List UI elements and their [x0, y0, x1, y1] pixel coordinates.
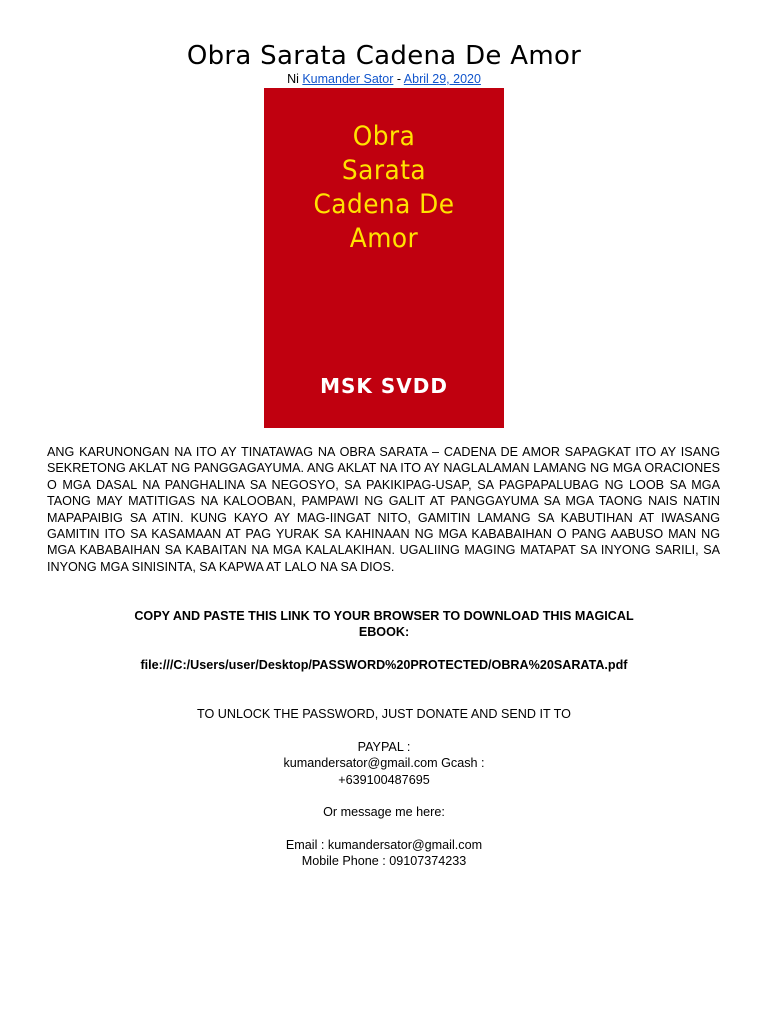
book-cover-image [264, 88, 504, 428]
cover-title-line: Cadena De [313, 189, 455, 220]
description-paragraph: ANG KARUNONGAN NA ITO AY TINATAWAG NA OBRA SARATA – CADENA DE AMOR SAPAGKAT ITO AY ISANG SEKRETONG AKLAT NG PANGGAGAYUMA. ANG AKLAT NA ITO AY NAGLALAMAN LAMANG NG MGA ORACIONES O MGA DASAL NA PANGHALINA SA NEGOSYO, SA PAKIKIPAG-USAP, SA PAGPAPALUBAG NG LOOB SA MGA TAONG MAY MATITIGAS NA KALOOBAN, PAMPAWI NG GALIT AT PANGGAYUMA SA MGA TAONG NAIS NATIN MAPAPAIBIG SA ATIN. KUNG KAYO AY MAG-IINGAT NITO, GAMITIN LAMANG SA KABUTIHAN AT IWASANG GAMITIN ITO SA KASAMAAN AT PAG YURAK SA KAHINAAN NG MGA KABABAIHAN O PANG AABUSO MAN NG MGA KABABAIHAN SA KABAITAN NA MGA KALALAKIHAN. UGALIING MAGING MATAPAT SA INYONG SARILI, SA INYONG MGA SINISINTA, SA KAPWA AT LALO NA SA DIOS. [47, 445, 720, 574]
message-me-text: Or message me here: [323, 805, 445, 819]
gcash-number: +639100487695 [338, 772, 430, 787]
cover-author: MSK SVDD [320, 374, 448, 398]
byline-prefix: Ni [287, 72, 303, 86]
page-title: Obra Sarata Cadena De Amor [186, 41, 582, 71]
download-link-text: file:///C:/Users/user/Desktop/PASSWORD%20PROTECTED/OBRA%20SARATA.pdf [140, 658, 628, 672]
unlock-instruction: TO UNLOCK THE PASSWORD, JUST DONATE AND SEND IT TO [197, 707, 571, 721]
download-heading-line: COPY AND PASTE THIS LINK TO YOUR BROWSER TO DOWNLOAD THIS MAGICAL [134, 609, 634, 623]
cover-title-line: Amor [349, 223, 419, 254]
byline [0, 71, 768, 87]
cover-title [274, 120, 495, 256]
phone-line: Mobile Phone : 09107374233 [301, 854, 467, 869]
date-link[interactable]: Abril 29, 2020 [403, 72, 481, 86]
byline-separator: - [393, 72, 404, 86]
paypal-label: PAYPAL : [357, 740, 411, 754]
cover-title-line: Obra [352, 121, 416, 152]
download-heading-line: EBOOK: [358, 625, 410, 640]
payment-details [134, 739, 634, 788]
download-heading [134, 608, 634, 641]
contact-details [134, 837, 634, 870]
author-link[interactable]: Kumander Sator [302, 72, 394, 86]
email-line: Email : kumandersator@gmail.com [285, 838, 483, 852]
paypal-email: kumandersator@gmail.com Gcash : [283, 756, 485, 771]
cover-title-line: Sarata [341, 155, 427, 186]
